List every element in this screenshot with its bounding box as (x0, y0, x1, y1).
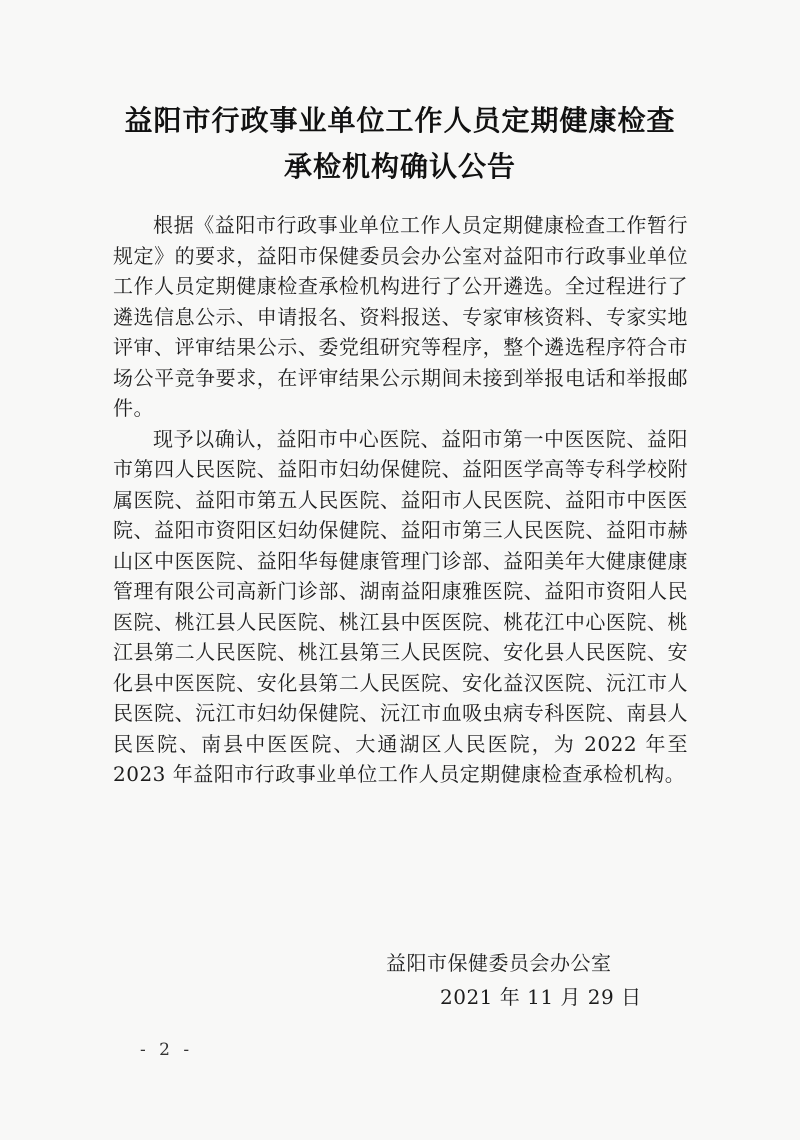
paragraph-1: 根据《益阳市行政事业单位工作人员定期健康检查工作暂行规定》的要求，益阳市保健委员会办公室对益阳市行政事业单位工作人员定期健康检查承检机构进行了公开遴选。全过程进行了遴选信息公示、申请报名、资料报送、专家审核资料、专家实地评审、评审结果公示、委党组研究等程序，整个遴选程序符合市场公平竞争要求，在评审结果公示期间未接到举报电话和举报邮件。 (113, 213, 688, 420)
signature-date: 2021 年 11 月 29 日 (440, 985, 642, 1009)
signature-block (386, 946, 642, 1014)
signature-organization: 益阳市保健委员会办公室 (386, 951, 612, 975)
document-title (60, 98, 740, 190)
title-line-2: 承检机构确认公告 (283, 150, 516, 183)
title-line-1: 益阳市行政事业单位工作人员定期健康检查 (124, 104, 676, 137)
document-body (113, 210, 688, 790)
paragraph-2: 现予以确认，益阳市中心医院、益阳市第一中医医院、益阳市第四人民医院、益阳市妇幼保健院、益阳医学高等专科学校附属医院、益阳市第五人民医院、益阳市人民医院、益阳市中医医院、益阳市资阳区妇幼保健院、益阳市第三人民医院、益阳市赫山区中医医院、益阳华每健康管理门诊部、益阳美年大健康健康管理有限公司高新门诊部、湖南益阳康雅医院、益阳市资阳人民医院、桃江县人民医院、桃江县中医医院、桃花江中心医院、桃江县第二人民医院、桃江县第三人民医院、安化县人民医院、安化县中医医院、安化县第二人民医院、安化益汉医院、沅江市人民医院、沅江市妇幼保健院、沅江市血吸虫病专科医院、南县人民医院、南县中医医院、大通湖区人民医院，为 2022 年至 2023 年益阳市行政事业单位工作人员定期健康检查承检机构。 (113, 426, 688, 786)
page-number: - 2 - (140, 1040, 194, 1060)
